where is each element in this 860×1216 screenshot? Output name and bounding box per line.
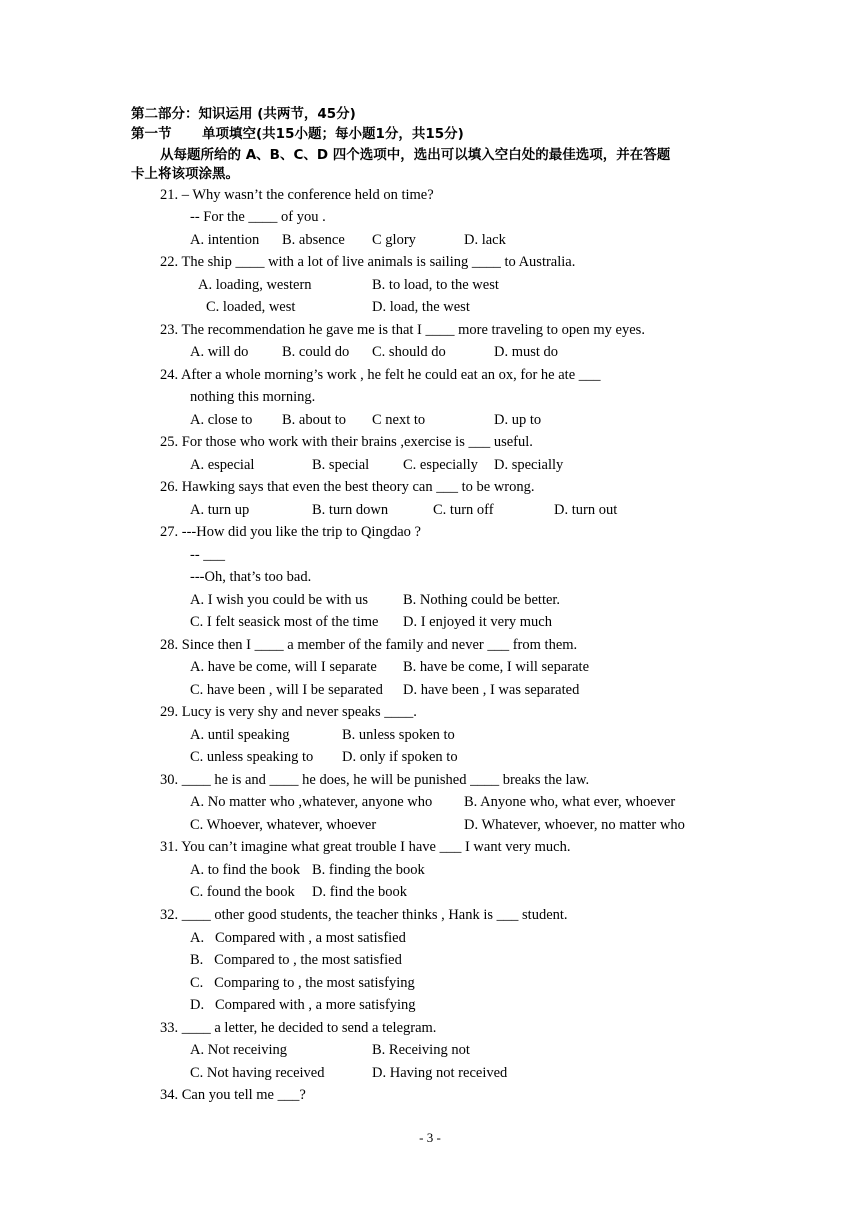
option-a: A. until speaking [190,727,290,743]
option-c: C. Whoever, whatever, whoever [190,817,377,833]
option-c: C next to [372,412,426,428]
option-a: A. I wish you could be with us [190,592,369,608]
question-stem-cont: -- ___ [190,547,226,563]
option-c: C. loaded, west [206,299,296,315]
option-d: D. load, the west [372,299,470,315]
option-d: D. up to [494,412,542,428]
option-c: C. Not having received [190,1065,325,1081]
option-c: C. turn off [433,502,494,518]
question-stem: 30. ____ he is and ____ he does, he will be punished ____ breaks the law. [160,772,590,788]
question-stem: 34. Can you tell me ___? [160,1087,306,1103]
option-a: A. to find the book [190,862,300,878]
option-b: B. to load, to the west [372,277,499,293]
question-stem: 22. The ship ____ with a lot of live animals is sailing ____ to Australia. [160,254,576,270]
option-d: D. turn out [554,502,618,518]
option-d: D. Having not received [372,1065,508,1081]
question-stem: 29. Lucy is very shy and never speaks ____. [160,704,417,720]
option-d: D. only if spoken to [342,749,458,765]
option-c: C. Comparing to , the most satisfying [190,975,415,991]
option-d: D. Whatever, whoever, no matter who [464,817,685,833]
option-a: A. have be come, will I separate [190,659,377,675]
option-a: A. intention [190,232,260,248]
option-b: B. Anyone who, what ever, whoever [464,794,676,810]
part-title: 第二部分：知识运用 (共两节，45分) [131,106,356,122]
option-b: B. finding the book [312,862,425,878]
option-a: A. turn up [190,502,250,518]
option-b: B. Nothing could be better. [403,592,561,608]
question-stem: 27. ---How did you like the trip to Qingdao ? [160,524,421,540]
question-stem-cont: nothing this morning. [190,389,316,405]
question-stem: 28. Since then I ____ a member of the family and never ___ from them. [160,637,578,653]
question-stem: 33. ____ a letter, he decided to send a telegram. [160,1020,437,1036]
option-b: B. could do [282,344,350,360]
option-a: A. Not receiving [190,1042,288,1058]
question-stem: 23. The recommendation he gave me is that I ____ more traveling to open my eyes. [160,322,645,338]
option-b: B. Compared to , the most satisfied [190,952,402,968]
option-d: D. lack [464,232,506,248]
option-a: A. close to [190,412,253,428]
instructions-line-2: 卡上将该项涂黑。 [131,166,239,182]
option-b: B. absence [282,232,345,248]
question-stem: 31. You can’t imagine what great trouble I have ___ I want very much. [160,839,571,855]
question-stem-cont: -- For the ____ of you . [190,209,326,225]
option-c: C. I felt seasick most of the time [190,614,379,630]
option-d: D. specially [494,457,564,473]
option-c: C glory [372,232,416,248]
option-d: D. find the book [312,884,408,900]
option-b: B. about to [282,412,347,428]
option-d: D. have been , I was separated [403,682,580,698]
option-a: A. Compared with , a most satisfied [190,930,406,946]
question-stem: 26. Hawking says that even the best theory can ___ to be wrong. [160,479,535,495]
page-number: - 3 - [419,1130,441,1145]
question-stem: 21. – Why wasn’t the conference held on time? [160,187,434,203]
section-label: 第一节 [131,126,172,142]
question-stem-cont: ---Oh, that’s too bad. [190,569,312,585]
option-a: A. will do [190,344,249,360]
option-b: B. special [312,457,370,473]
instructions-line-1: 从每题所给的 A、B、C、D 四个选项中，选出可以填入空白处的最佳选项，并在答题 [160,147,671,163]
option-b: B. Receiving not [372,1042,470,1058]
option-d: D. I enjoyed it very much [403,614,552,630]
option-c: C. especially [403,457,478,473]
option-a: A. No matter who ,whatever, anyone who [190,794,433,810]
option-d: D. Compared with , a more satisfying [190,997,416,1013]
option-d: D. must do [494,344,559,360]
option-a: A. loading, western [198,277,312,293]
option-c: C. have been , will I be separated [190,682,383,698]
question-stem: 25. For those who work with their brains ,exercise is ___ useful. [160,434,533,450]
option-b: B. turn down [312,502,389,518]
option-c: C. found the book [190,884,295,900]
option-c: C. unless speaking to [190,749,314,765]
question-stem: 32. ____ other good students, the teacher thinks , Hank is ___ student. [160,907,568,923]
option-b: B. unless spoken to [342,727,455,743]
section-description: 单项填空(共15小题；每小题1分，共15分) [202,126,464,142]
option-b: B. have be come, I will separate [403,659,590,675]
question-stem: 24. After a whole morning’s work , he felt he could eat an ox, for he ate ___ [160,367,601,383]
option-c: C. should do [372,344,446,360]
option-a: A. especial [190,457,255,473]
